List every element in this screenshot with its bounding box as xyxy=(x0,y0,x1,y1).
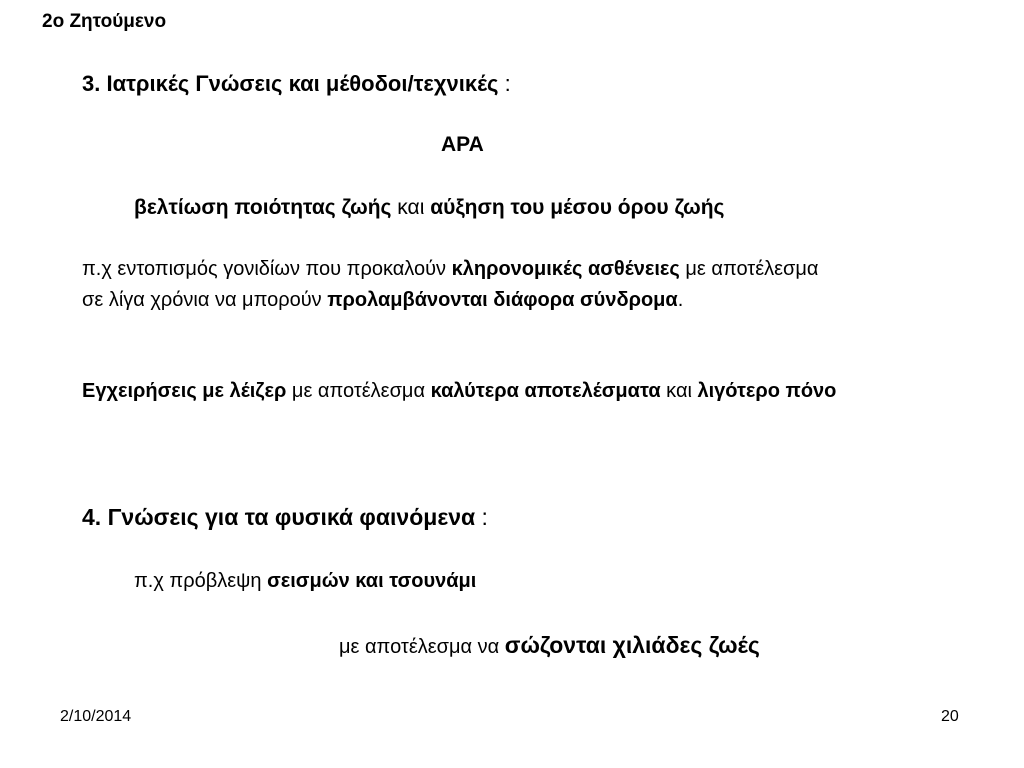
section-4-heading xyxy=(82,504,488,531)
lives-saved-line xyxy=(339,632,760,659)
hereditary-diseases-text: κληρονομικές ασθένειες xyxy=(451,258,680,280)
earthquakes-tsunami-text: σεισμών και τσουνάμι xyxy=(267,570,477,592)
laser-surgery-line xyxy=(82,380,836,403)
laser-text-a: με αποτέλεσμα xyxy=(286,380,431,402)
slide-date: 2/10/2014 xyxy=(60,708,132,725)
slide-header-title: 2ο Ζητούμενο xyxy=(42,11,167,32)
genes-example-line-2 xyxy=(82,289,683,312)
prediction-text: π.χ πρόβλεψη xyxy=(134,570,268,592)
improvement-line xyxy=(134,196,724,220)
section-3-heading xyxy=(82,71,511,97)
section-3-heading-text: 3. Ιατρικές Γνώσεις και μέθοδοι/τεχνικές xyxy=(82,71,499,96)
laser-text-b: και xyxy=(660,380,698,402)
section-4-heading-text: 4. Γνώσεις για τα φυσικά φαινόμενα xyxy=(82,504,476,530)
result-text: με αποτέλεσμα να xyxy=(339,636,505,658)
syndromes-prevention-text: προλαμβάνονται διάφορα σύνδρομα xyxy=(327,289,678,311)
genes-text-d: . xyxy=(677,289,684,311)
genes-text-b: με αποτέλεσμα xyxy=(679,258,819,280)
ara-label: ΑΡΑ xyxy=(441,133,484,156)
section-4-heading-colon: : xyxy=(475,504,488,530)
life-expectancy-text: αύξηση του μέσου όρου ζωής xyxy=(430,196,725,219)
earthquake-example-line xyxy=(134,570,476,593)
section-3-heading-colon: : xyxy=(498,71,511,96)
better-results-text: καλύτερα αποτελέσματα xyxy=(430,380,661,402)
slide-number: 20 xyxy=(941,708,959,725)
lives-saved-text: σώζονται χιλιάδες ζωές xyxy=(504,632,760,658)
genes-text-c: σε λίγα χρόνια να μπορούν xyxy=(82,289,328,311)
genes-example-line-1 xyxy=(82,258,818,281)
less-pain-text: λιγότερο πόνο xyxy=(697,380,837,402)
laser-surgery-text: Εγχειρήσεις με λέιζερ xyxy=(82,380,287,402)
quality-of-life-text: βελτίωση ποιότητας ζωής xyxy=(134,196,392,219)
conjunction-text: και xyxy=(391,196,431,219)
genes-text-a: π.χ εντοπισμός γονιδίων που προκαλούν xyxy=(82,258,452,280)
